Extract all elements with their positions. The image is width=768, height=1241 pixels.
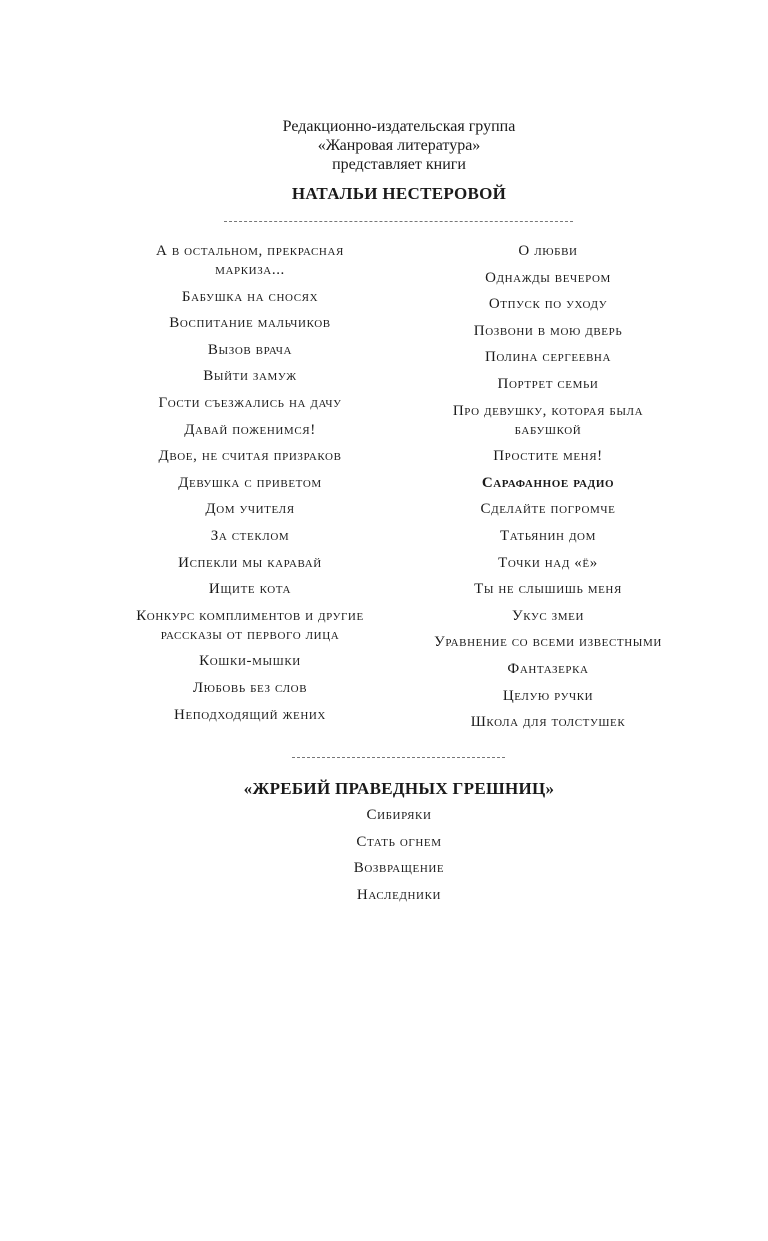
book-title: Школа для толстушек — [470, 714, 626, 731]
book-title: Сделайте погромче — [480, 501, 616, 518]
book-title: Неподходящий жених — [174, 706, 326, 723]
book-title: Портрет семьи — [497, 375, 599, 392]
book-title: Любовь без слов — [192, 679, 308, 696]
book-title: За стеклом — [210, 527, 290, 544]
series-book-title: Сибиряки — [366, 807, 432, 823]
book-title: Девушка с приветом — [178, 474, 322, 491]
series-title-heading: «ЖРЕБИЙ ПРАВЕДНЫХ ГРЕШНИЦ» — [243, 779, 555, 798]
book-title: Двое, не считая призраков — [158, 448, 342, 465]
publisher-line-2: «Жанровая литература» — [317, 137, 481, 154]
book-title: Ты не слышишь меня — [474, 581, 622, 598]
book-title-highlighted: Сарафанное радио — [481, 474, 615, 491]
book-title-line: Про девушку, которая была — [452, 402, 644, 419]
series-divider — [292, 757, 505, 758]
book-title: Бабушка на сносях — [181, 288, 319, 305]
book-title-line: А в остальном, прекрасная — [156, 243, 344, 259]
book-list-right-column — [418, 242, 678, 740]
book-title: Давай поженимся! — [184, 421, 316, 438]
book-title: Воспитание мальчиков — [169, 315, 331, 332]
publisher-intro — [0, 117, 768, 174]
book-title — [120, 242, 380, 280]
book-title: Фантазерка — [507, 660, 589, 677]
book-title: Позвони в мою дверь — [473, 322, 623, 339]
publisher-line-1: Редакционно-издательская группа — [282, 118, 516, 135]
book-title: Дом учителя — [205, 501, 295, 518]
book-title: Гости съезжались на дачу — [158, 394, 342, 411]
book-title: Простите меня! — [493, 448, 603, 465]
book-title: Целую ручки — [502, 687, 594, 704]
book-title: Полина сергеевна — [484, 349, 612, 366]
book-title: Укус змеи — [512, 607, 584, 624]
book-title-line: Конкурс комплиментов и другие — [136, 607, 364, 624]
book-title: Выйти замуж — [203, 368, 297, 385]
series-book-title: Наследники — [356, 886, 442, 903]
series-book-title: Возвращение — [353, 860, 445, 877]
book-title: Вызов врача — [207, 341, 293, 358]
publisher-line-3: представляет книги — [332, 156, 466, 173]
book-title: Точки над «ё» — [498, 554, 598, 571]
top-divider — [224, 221, 573, 222]
book-title-line: бабушкой — [514, 421, 582, 438]
book-title: Уравнение со всеми известными — [434, 634, 662, 651]
book-title: О любви — [518, 243, 578, 259]
book-list-left-column — [120, 242, 380, 732]
book-title: Однажды вечером — [485, 269, 611, 286]
book-title: Татьянин дом — [500, 527, 596, 544]
book-title — [418, 402, 678, 440]
book-title: Отпуск по уходу — [488, 296, 608, 313]
book-title: Испекли мы каравай — [178, 554, 322, 571]
book-title: Кошки-мышки — [199, 653, 301, 670]
series-book-list — [0, 806, 768, 912]
book-title-line: рассказы от первого лица — [160, 626, 340, 643]
book-title — [120, 607, 380, 645]
book-title-line: маркиза... — [215, 262, 285, 278]
series-book-title: Стать огнем — [356, 833, 442, 850]
book-title: Ищите кота — [208, 581, 292, 598]
author-name-heading: НАТАЛЬИ НЕСТЕРОВОЙ — [291, 184, 507, 203]
